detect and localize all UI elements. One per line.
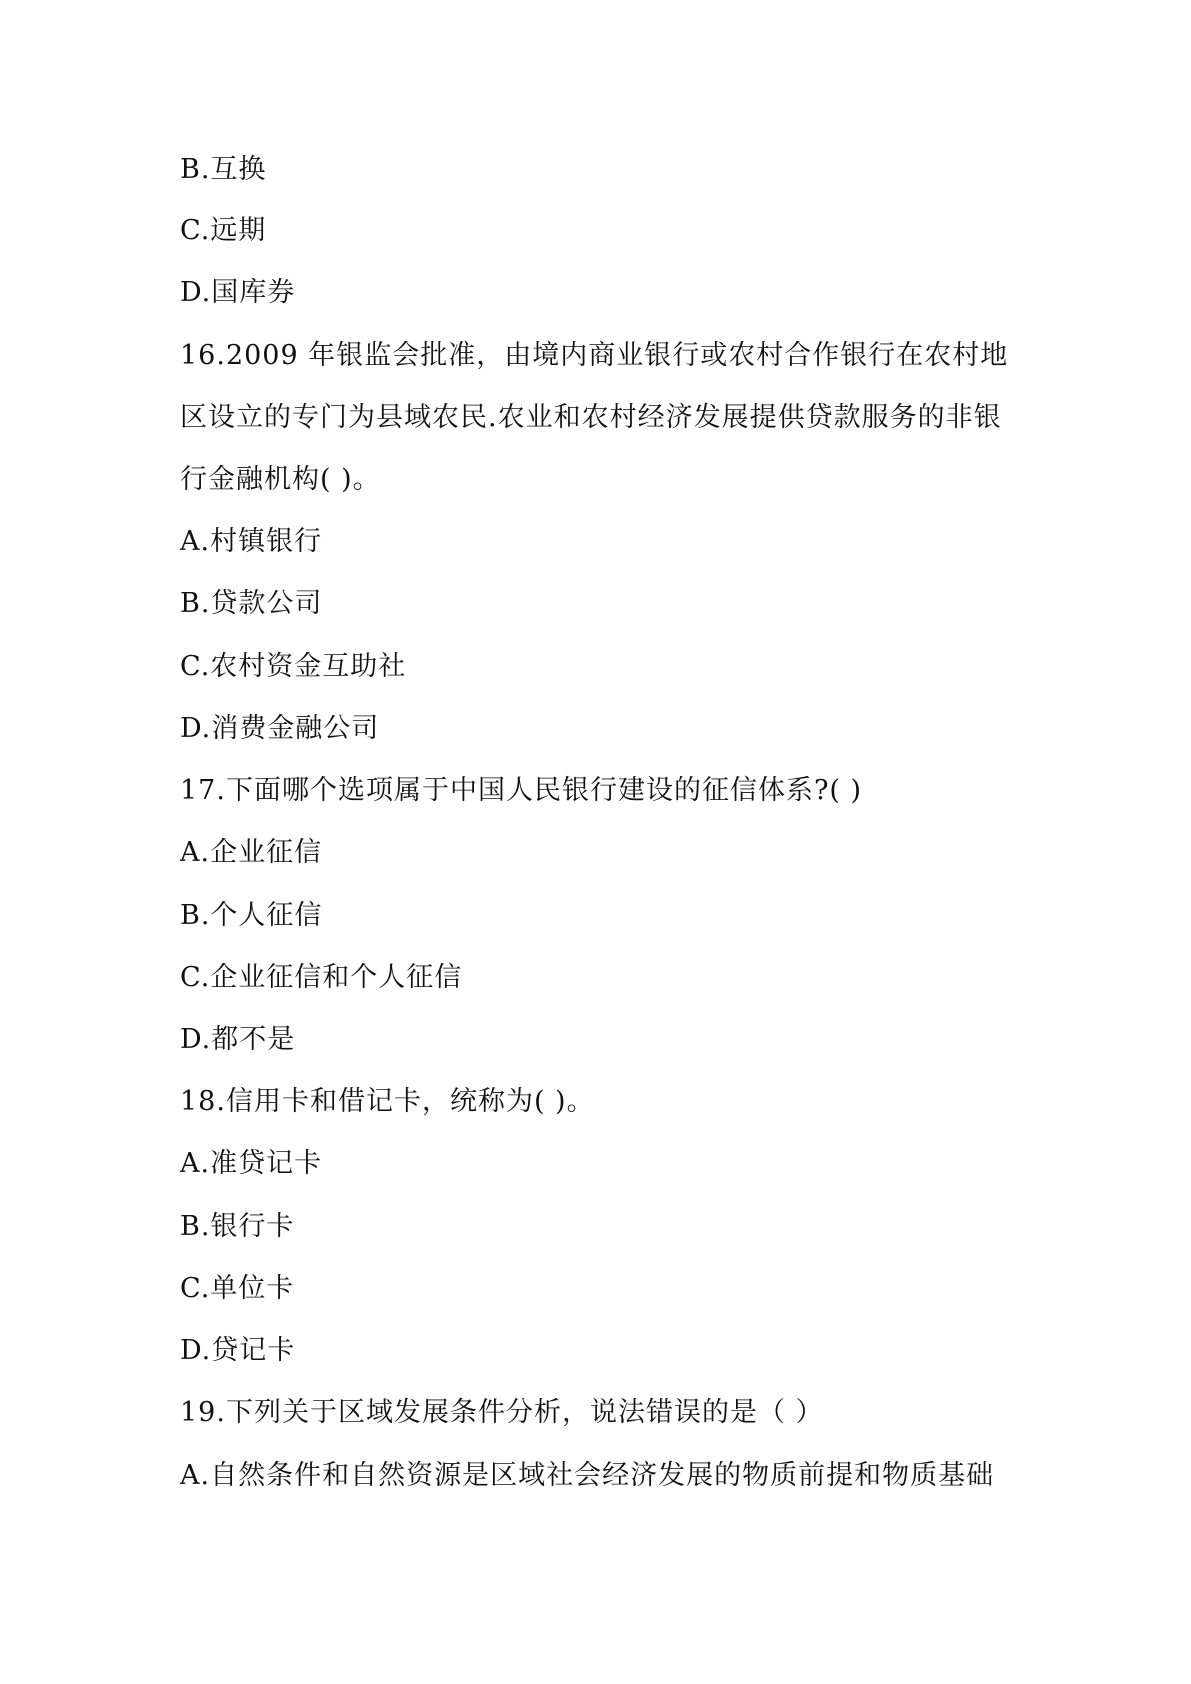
- q17-option-a: A.企业征信: [180, 837, 323, 868]
- q17-stem: 17.下面哪个选项属于中国人民银行建设的征信体系?( ): [180, 775, 863, 806]
- q18-option-b: B.银行卡: [180, 1211, 295, 1242]
- q18-option-d: D.贷记卡: [180, 1335, 296, 1366]
- q16-option-d: D.消费金融公司: [180, 713, 380, 744]
- q15-option-d: D.国库券: [180, 277, 296, 308]
- q16-option-a: A.村镇银行: [180, 526, 323, 557]
- q17-option-d: D.都不是: [180, 1024, 296, 1055]
- q19-stem: 19.下列关于区域发展条件分析，说法错误的是（ ）: [180, 1397, 824, 1428]
- q16-stem-line-3: 行金融机构( )。: [180, 464, 381, 495]
- q18-option-a: A.准贷记卡: [180, 1148, 323, 1179]
- q16-stem-line-2: 区设立的专门为县域农民.农业和农村经济发展提供贷款服务的非银: [180, 402, 1002, 433]
- q18-option-c: C.单位卡: [180, 1273, 295, 1304]
- q17-option-c: C.企业征信和个人征信: [180, 962, 463, 993]
- q17-option-b: B.个人征信: [180, 900, 323, 931]
- q18-stem: 18.信用卡和借记卡，统称为( )。: [180, 1086, 595, 1117]
- q19-option-a: A.自然条件和自然资源是区域社会经济发展的物质前提和物质基础: [180, 1460, 995, 1491]
- q15-option-c: C.远期: [180, 215, 267, 246]
- q15-option-b: B.互换: [180, 154, 267, 185]
- q16-stem-line-1: 16.2009 年银监会批准，由境内商业银行或农村合作银行在农村地: [180, 340, 1009, 371]
- q16-option-c: C.农村资金互助社: [180, 651, 407, 682]
- q16-option-b: B.贷款公司: [180, 588, 323, 619]
